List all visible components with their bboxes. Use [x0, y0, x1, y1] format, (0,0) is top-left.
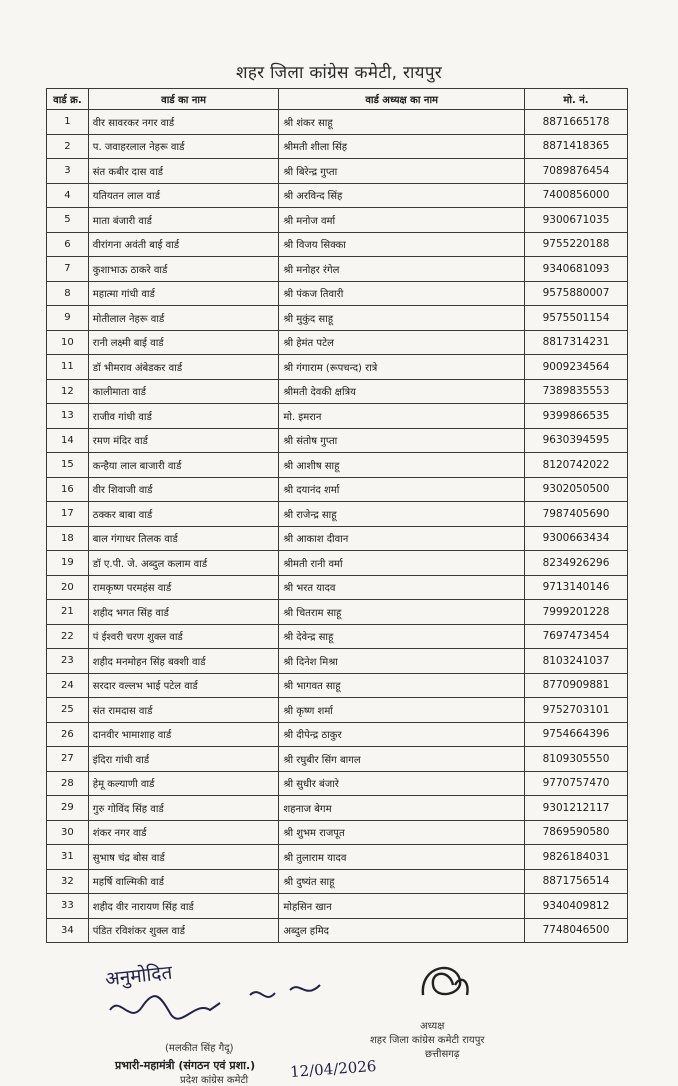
table-row: [47, 257, 628, 282]
ward-president-cell: श्री आकाश दीवान: [279, 526, 525, 551]
mobile-number-cell: 7089876454: [525, 159, 628, 184]
ward-president-cell: श्री आशीष साहू: [279, 453, 525, 478]
ward-number-cell: 13: [47, 404, 89, 429]
table-row: [47, 453, 628, 478]
mobile-number-cell: 7697473454: [525, 624, 628, 649]
table-row: [47, 355, 628, 380]
ward-president-cell: श्री मनोहर रंगेल: [279, 257, 525, 282]
mobile-number-cell: 9755220188: [525, 232, 628, 257]
ward-name-cell: शहीद भगत सिंह वार्ड: [88, 600, 279, 625]
ward-number-cell: 20: [47, 575, 89, 600]
ward-name-cell: कन्हैया लाल बाजारी वार्ड: [88, 453, 279, 478]
mobile-number-cell: 9300663434: [525, 526, 628, 551]
ward-number-cell: 16: [47, 477, 89, 502]
ward-president-cell: श्री शुभम राजपूत: [279, 820, 525, 845]
ward-president-cell: श्रीमती रानी वर्मा: [279, 551, 525, 576]
mobile-number-cell: 8120742022: [525, 453, 628, 478]
ward-name-cell: ठक्कर बाबा वार्ड: [88, 502, 279, 527]
ward-president-cell: श्री अरविन्द सिंह: [279, 183, 525, 208]
mobile-number-cell: 9575501154: [525, 306, 628, 331]
ward-president-cell: श्री पंकज तिवारी: [279, 281, 525, 306]
ward-name-cell: वीरांगना अवंती बाई वार्ड: [88, 232, 279, 257]
table-row: [47, 306, 628, 331]
ward-number-cell: 31: [47, 845, 89, 870]
mobile-number-cell: 9713140146: [525, 575, 628, 600]
table-row: [47, 110, 628, 135]
table-row: [47, 502, 628, 527]
approved-handwritten-text: अनुमोदित: [104, 961, 174, 991]
ward-number-cell: 7: [47, 257, 89, 282]
ward-name-cell: महर्षि वाल्मिकी वार्ड: [88, 869, 279, 894]
ward-name-cell: कुशाभाऊ ठाकरे वार्ड: [88, 257, 279, 282]
signatory-name: (मलकीत सिंह गैदू): [165, 1043, 234, 1054]
ward-name-cell: शंकर नगर वार्ड: [88, 820, 279, 845]
ward-number-cell: 23: [47, 649, 89, 674]
table-row: [47, 845, 628, 870]
ward-president-cell: श्री शंकर साहू: [279, 110, 525, 135]
mobile-number-cell: 9575880007: [525, 281, 628, 306]
ward-president-cell: मो. इमरान: [279, 404, 525, 429]
table-row: [47, 820, 628, 845]
mobile-number-cell: 8234926296: [525, 551, 628, 576]
ward-president-cell: श्री दुष्यंत साहू: [279, 869, 525, 894]
ward-number-cell: 27: [47, 747, 89, 772]
ward-number-cell: 4: [47, 183, 89, 208]
table-row: [47, 281, 628, 306]
mobile-number-cell: 7999201228: [525, 600, 628, 625]
table-row: [47, 722, 628, 747]
ward-name-cell: डॉ ए.पी. जे. अब्दुल कलाम वार्ड: [88, 551, 279, 576]
mobile-number-cell: 9300671035: [525, 208, 628, 233]
ward-name-cell: राजीव गांधी वार्ड: [88, 404, 279, 429]
ward-table-body: [47, 110, 628, 943]
signature-date: 12/04/2026: [289, 1057, 377, 1081]
ward-president-cell: श्री भागवत साहू: [279, 673, 525, 698]
ward-number-cell: 14: [47, 428, 89, 453]
ward-president-cell: श्रीमती देवकी क्षत्रिय: [279, 379, 525, 404]
ward-president-cell: श्री मनोज वर्मा: [279, 208, 525, 233]
ward-name-cell: कालीमाता वार्ड: [88, 379, 279, 404]
ward-name-cell: बाल गंगाधर तिलक वार्ड: [88, 526, 279, 551]
mobile-number-cell: 9340681093: [525, 257, 628, 282]
column-header-president: वार्ड अध्यक्ष का नाम: [279, 89, 525, 110]
table-row: [47, 869, 628, 894]
ward-president-cell: अब्दुल हमिद: [279, 918, 525, 943]
mobile-number-cell: 7987405690: [525, 502, 628, 527]
ward-name-cell: गुरु गोविंद सिंह वार्ड: [88, 796, 279, 821]
ward-president-cell: श्री दयानंद शर्मा: [279, 477, 525, 502]
table-row: [47, 551, 628, 576]
mobile-number-cell: 8770909881: [525, 673, 628, 698]
mobile-number-cell: 9340409812: [525, 894, 628, 919]
column-header-ward-name: वार्ड का नाम: [88, 89, 279, 110]
mobile-number-cell: 7748046500: [525, 918, 628, 943]
ward-name-cell: प. जवाहरलाल नेहरू वार्ड: [88, 134, 279, 159]
ward-name-cell: महात्मा गांधी वार्ड: [88, 281, 279, 306]
ward-number-cell: 10: [47, 330, 89, 355]
page-title: शहर जिला कांग्रेस कमेटी, रायपुर: [235, 63, 443, 83]
table-row: [47, 379, 628, 404]
mobile-number-cell: 8871756514: [525, 869, 628, 894]
table-row: [47, 526, 628, 551]
table-row: [47, 575, 628, 600]
table-row: [47, 208, 628, 233]
ward-number-cell: 22: [47, 624, 89, 649]
ward-president-cell: श्री देवेन्द्र साहू: [279, 624, 525, 649]
ward-president-cell: शहनाज बेगम: [279, 796, 525, 821]
ward-name-cell: शहीद मनमोहन सिंह बक्शी वार्ड: [88, 649, 279, 674]
ward-name-cell: सरदार वल्लभ भाई पटेल वार्ड: [88, 673, 279, 698]
mobile-number-cell: 8109305550: [525, 747, 628, 772]
ward-name-cell: माता बंजारी वार्ड: [88, 208, 279, 233]
mobile-number-cell: 8817314231: [525, 330, 628, 355]
mobile-number-cell: 7389835553: [525, 379, 628, 404]
signatory-organization: प्रदेश कांग्रेस कमेटी: [180, 1075, 249, 1086]
table-row: [47, 624, 628, 649]
ward-name-cell: रमण मंदिर वार्ड: [88, 428, 279, 453]
ward-number-cell: 1: [47, 110, 89, 135]
ward-number-cell: 21: [47, 600, 89, 625]
ward-president-cell: श्री दीपेन्द्र ठाकुर: [279, 722, 525, 747]
ward-number-cell: 18: [47, 526, 89, 551]
ward-name-cell: वीर सावरकर नगर वार्ड: [88, 110, 279, 135]
mobile-number-cell: 8871418365: [525, 134, 628, 159]
ward-president-cell: श्री चितराम साहू: [279, 600, 525, 625]
ward-name-cell: संत रामदास वार्ड: [88, 698, 279, 723]
mobile-number-cell: 8103241037: [525, 649, 628, 674]
ward-president-cell: श्री संतोष गुप्ता: [279, 428, 525, 453]
table-row: [47, 183, 628, 208]
ward-number-cell: 32: [47, 869, 89, 894]
column-header-no: वार्ड क्र.: [47, 89, 89, 110]
table-header-row: [47, 89, 628, 110]
table-row: [47, 330, 628, 355]
ward-president-cell: श्री बिरेन्द्र गुप्ता: [279, 159, 525, 184]
ward-number-cell: 25: [47, 698, 89, 723]
ward-president-cell: श्री विजय सिक्का: [279, 232, 525, 257]
ward-number-cell: 9: [47, 306, 89, 331]
mobile-number-cell: 7400856000: [525, 183, 628, 208]
table-row: [47, 747, 628, 772]
ward-name-cell: शहीद वीर नारायण सिंह वार्ड: [88, 894, 279, 919]
ward-number-cell: 6: [47, 232, 89, 257]
ward-name-cell: रानी लक्ष्मी बाई वार्ड: [88, 330, 279, 355]
column-header-mobile: मो. नं.: [525, 89, 628, 110]
president-state: छत्तीसगढ़: [425, 1049, 460, 1060]
table-row: [47, 771, 628, 796]
ward-name-cell: रामकृष्ण परमहंस वार्ड: [88, 575, 279, 600]
ward-name-cell: पं ईश्वरी चरण शुक्ल वार्ड: [88, 624, 279, 649]
mobile-number-cell: 9630394595: [525, 428, 628, 453]
table-row: [47, 428, 628, 453]
ward-number-cell: 33: [47, 894, 89, 919]
ward-number-cell: 2: [47, 134, 89, 159]
table-row: [47, 404, 628, 429]
ward-president-cell: श्री हेमंत पटेल: [279, 330, 525, 355]
ward-name-cell: यतियतन लाल वार्ड: [88, 183, 279, 208]
mobile-number-cell: 9302050500: [525, 477, 628, 502]
ward-number-cell: 17: [47, 502, 89, 527]
table-row: [47, 649, 628, 674]
ward-president-cell: श्री रघुबीर सिंग बागल: [279, 747, 525, 772]
ward-president-cell: मोहसिन खान: [279, 894, 525, 919]
ward-name-cell: संत कबीर दास वार्ड: [88, 159, 279, 184]
ward-number-cell: 12: [47, 379, 89, 404]
ward-name-cell: इंदिरा गांधी वार्ड: [88, 747, 279, 772]
ward-president-cell: श्री मुकुंद साहू: [279, 306, 525, 331]
handwritten-signature-right: [415, 955, 475, 1015]
ward-number-cell: 26: [47, 722, 89, 747]
mobile-number-cell: 7869590580: [525, 820, 628, 845]
ward-number-cell: 3: [47, 159, 89, 184]
table-row: [47, 232, 628, 257]
mobile-number-cell: 9009234564: [525, 355, 628, 380]
mobile-number-cell: 8871665178: [525, 110, 628, 135]
table-row: [47, 673, 628, 698]
ward-president-cell: श्री कृष्ण शर्मा: [279, 698, 525, 723]
mobile-number-cell: 9770757470: [525, 771, 628, 796]
table-row: [47, 698, 628, 723]
ward-president-cell: श्री गंगाराम (रूपचन्द) रात्रे: [279, 355, 525, 380]
mobile-number-cell: 9754664396: [525, 722, 628, 747]
table-row: [47, 134, 628, 159]
president-title: अध्यक्ष: [420, 1021, 445, 1032]
ward-president-cell: श्री तुलाराम यादव: [279, 845, 525, 870]
table-row: [47, 477, 628, 502]
table-row: [47, 918, 628, 943]
ward-number-cell: 34: [47, 918, 89, 943]
ward-number-cell: 5: [47, 208, 89, 233]
ward-number-cell: 24: [47, 673, 89, 698]
ward-president-cell: श्री राजेन्द्र साहू: [279, 502, 525, 527]
ward-number-cell: 15: [47, 453, 89, 478]
mobile-number-cell: 9399866535: [525, 404, 628, 429]
ward-table: [46, 88, 628, 943]
ward-name-cell: सुभाष चंद्र बोस वार्ड: [88, 845, 279, 870]
ward-number-cell: 30: [47, 820, 89, 845]
ward-president-cell: श्रीमती शीला सिंह: [279, 134, 525, 159]
ward-number-cell: 29: [47, 796, 89, 821]
ward-number-cell: 28: [47, 771, 89, 796]
ward-president-cell: श्री दिनेश मिश्रा: [279, 649, 525, 674]
table-row: [47, 894, 628, 919]
ward-name-cell: वीर शिवाजी वार्ड: [88, 477, 279, 502]
ward-name-cell: मोतीलाल नेहरू वार्ड: [88, 306, 279, 331]
ward-name-cell: पंडित रविशंकर शुक्ल वार्ड: [88, 918, 279, 943]
ward-number-cell: 8: [47, 281, 89, 306]
mobile-number-cell: 9301212117: [525, 796, 628, 821]
ward-name-cell: दानवीर भामाशाह वार्ड: [88, 722, 279, 747]
ward-name-cell: हेमू कल्याणी वार्ड: [88, 771, 279, 796]
ward-name-cell: डॉ भीमराव अंबेडकर वार्ड: [88, 355, 279, 380]
ward-president-cell: श्री भरत यादव: [279, 575, 525, 600]
mobile-number-cell: 9752703101: [525, 698, 628, 723]
ward-number-cell: 19: [47, 551, 89, 576]
table-row: [47, 796, 628, 821]
ward-president-cell: श्री सुधीर बंजारे: [279, 771, 525, 796]
president-organization: शहर जिला कांग्रेस कमेटी रायपुर: [370, 1035, 485, 1046]
table-row: [47, 600, 628, 625]
table-row: [47, 159, 628, 184]
ward-number-cell: 11: [47, 355, 89, 380]
signatory-post: प्रभारी-महामंत्री (संगठन एवं प्रशा.): [115, 1059, 256, 1072]
mobile-number-cell: 9826184031: [525, 845, 628, 870]
